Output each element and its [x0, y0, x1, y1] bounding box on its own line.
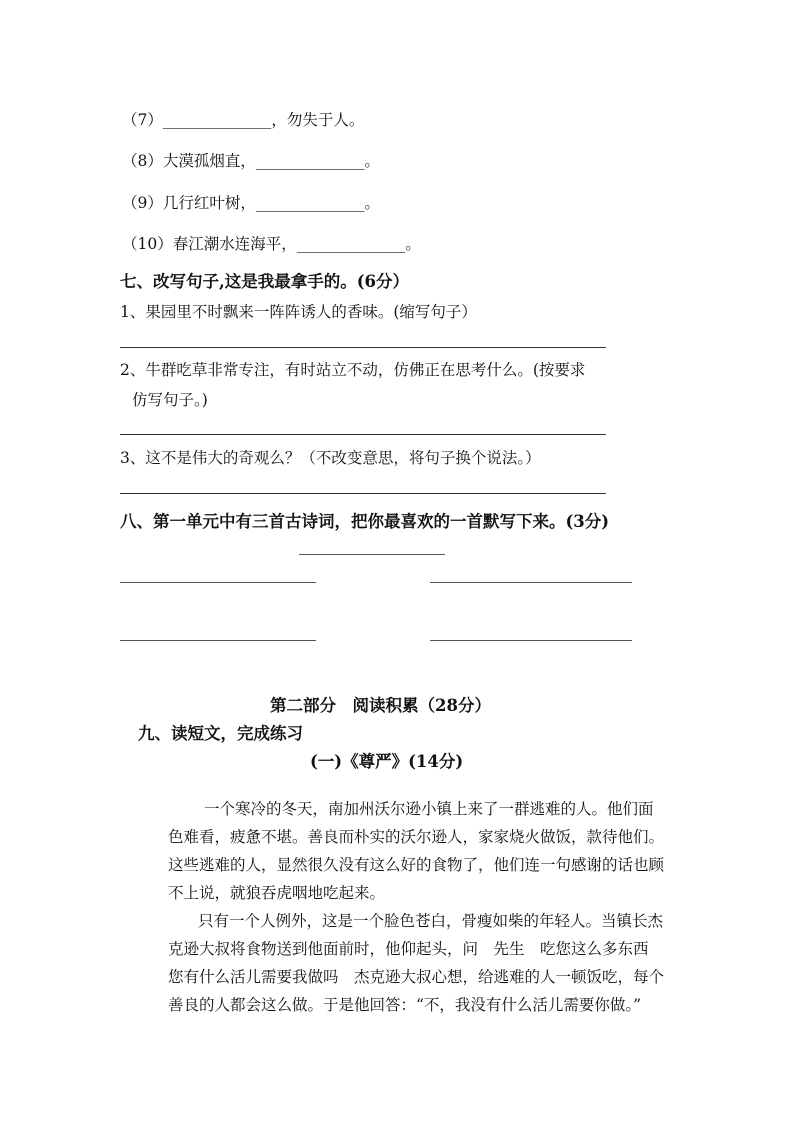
answer-line-q3 — [120, 493, 606, 494]
passage-line: 克逊大叔将食物送到他面前时，他仰起头，问 先生 吃您这么多东西 — [168, 940, 649, 958]
section7-question-1: 1、果园里不时飘来一阵阵诱人的香味。(缩写句子） — [120, 303, 477, 321]
passage-line: 只有一个人例外，这是一个脸色苍白，骨瘦如柴的年轻人。当镇长杰 — [198, 912, 664, 930]
section7-question-2-cont: 仿写句子。) — [132, 391, 208, 409]
poem-line-4 — [430, 640, 632, 641]
poem-fill-item-7: （7）______________，勿失于人。 — [122, 111, 365, 129]
poem-title-line — [299, 554, 445, 555]
passage-line: 您有什么活儿需要我做吗 杰克逊大叔心想，给逃难的人一顿饭吃，每个 — [168, 968, 665, 986]
poem-line-2 — [430, 582, 632, 583]
passage-line: 善良的人都会这么做。于是他回答：“不，我没有什么活儿需要你做。” — [168, 996, 642, 1014]
passage-title: (一)《尊严》(14分) — [310, 752, 464, 771]
section7-question-2: 2、牛群吃草非常专注，有时站立不动，仿佛正在思考什么。(按要求 — [120, 361, 586, 379]
poem-fill-item-8: （8）大漠孤烟直，______________。 — [122, 152, 380, 170]
passage-line: 这些逃难的人，显然很久没有这么好的食物了，他们连一句感谢的话也顾 — [168, 856, 665, 874]
part2-title: 第二部分 阅读积累（28分） — [270, 696, 491, 715]
poem-fill-item-9: （9）几行红叶树，______________。 — [122, 194, 380, 212]
answer-line-q1 — [120, 347, 606, 348]
section8-heading: 八、第一单元中有三首古诗词，把你最喜欢的一首默写下来。(3分) — [120, 512, 610, 531]
poem-line-3 — [120, 640, 316, 641]
section9-heading: 九、读短文，完成练习 — [138, 724, 303, 743]
passage-line: 色难看，疲惫不堪。善良而朴实的沃尔逊人，家家烧火做饭，款待他们。 — [168, 828, 665, 846]
section7-question-3: 3、这不是伟大的奇观么？（不改变意思，将句子换个说法。） — [120, 449, 541, 467]
passage-line: 一个寒冷的冬天，南加州沃尔逊小镇上来了一群逃难的人。他们面 — [204, 800, 654, 818]
poem-fill-item-10: （10）春江潮水连海平，______________。 — [122, 235, 421, 253]
section7-heading: 七、改写句子,这是我最拿手的。(6分） — [120, 272, 410, 291]
answer-line-q2 — [120, 434, 606, 435]
poem-line-1 — [120, 582, 316, 583]
passage-line: 不上说，就狼吞虎咽地吃起来。 — [168, 884, 386, 902]
